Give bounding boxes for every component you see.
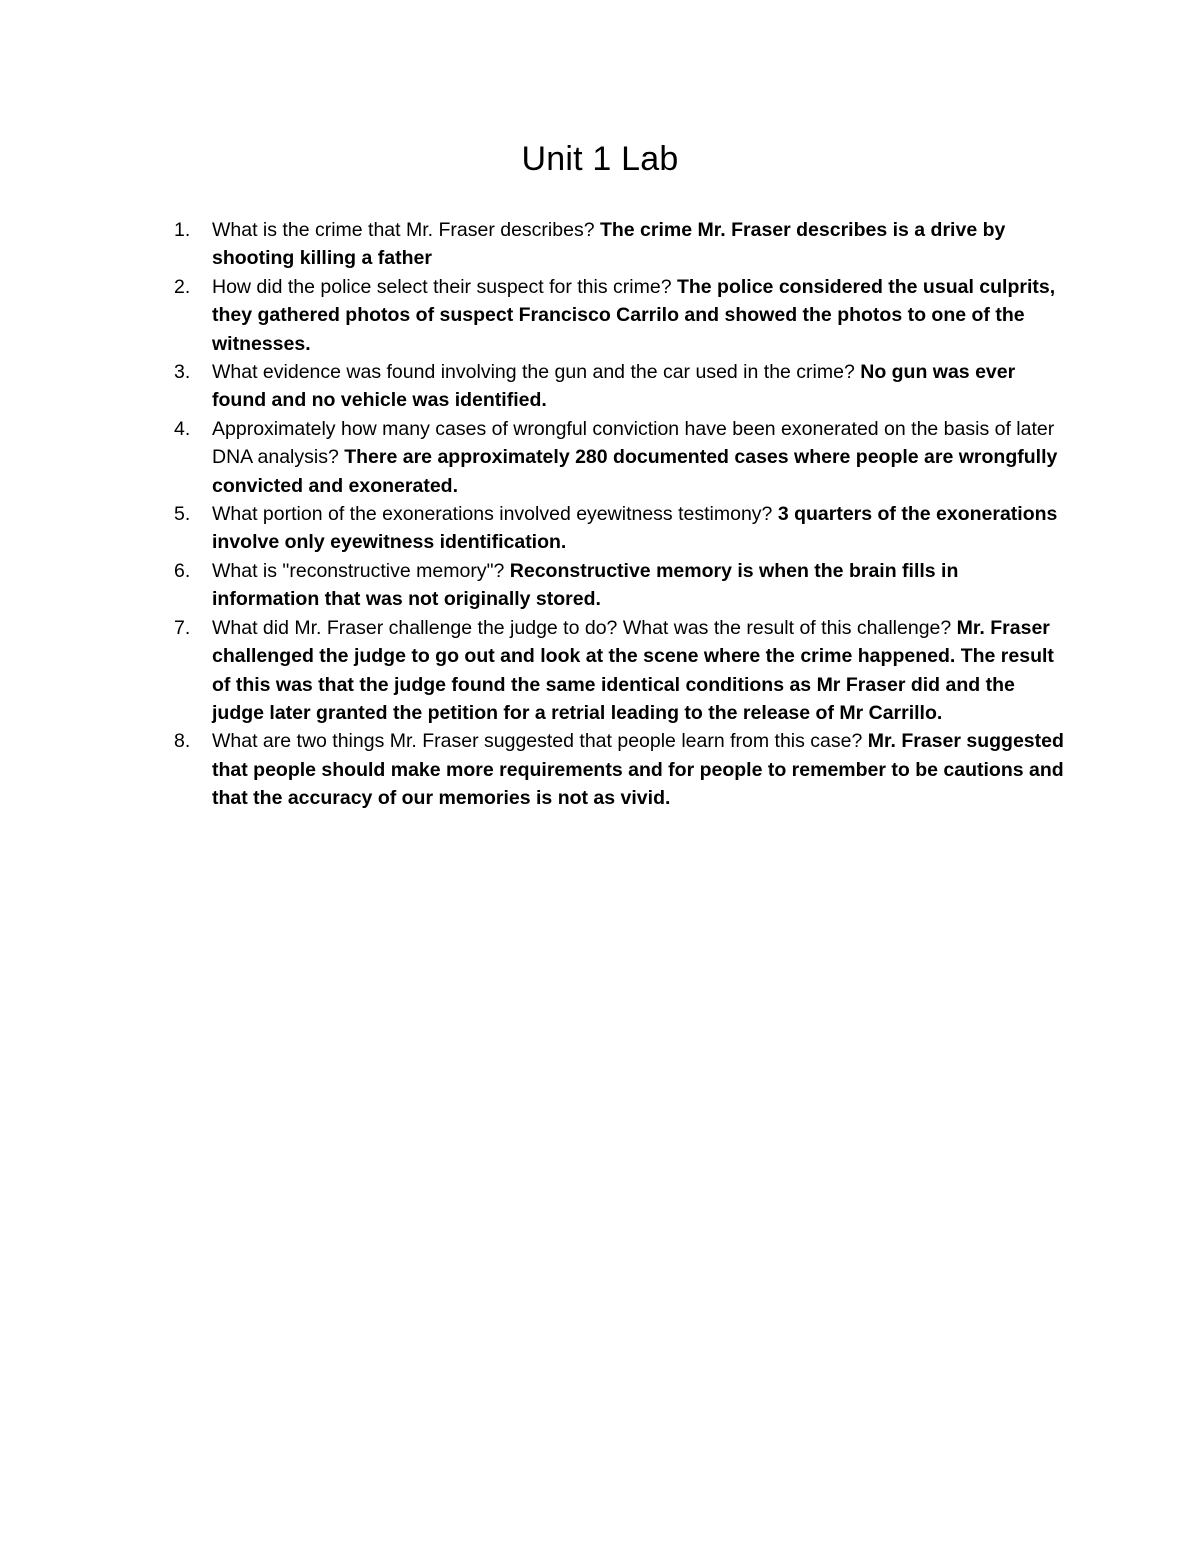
item-number: 8. [174,730,191,753]
list-item [168,358,1068,415]
question-text: What evidence was found involving the gun and the car used in the crime? [212,361,855,384]
list-item [168,273,1068,358]
answer-text: Mr. Fraser challenged the judge to go out and look at the scene where the crime happened. The result of this was that the judge found the same identical conditions as Mr Fraser did and the judge later granted the petition for a retrial leading to the release of Mr Carrillo. [212,616,1054,724]
page-title: Unit 1 Lab [521,140,679,178]
question-text: What portion of the exonerations involved eyewitness testimony? [212,503,773,526]
item-number: 5. [174,503,191,526]
question-list [168,216,1068,813]
answer-text: There are approximately 280 documented cases where people are wrongfully convicted and exonerated. [212,446,1058,497]
answer-text: 3 quarters of the exonerations involve only eyewitness identification. [212,503,1058,554]
answer-text: Mr. Fraser suggested that people should make more requirements and for people to remember to be cautions and that the accuracy of our memories is not as vivid. [212,730,1064,810]
list-item [168,727,1068,812]
question-text: What did Mr. Fraser challenge the judge to do? What was the result of this challenge? [212,616,952,639]
item-number: 7. [174,616,191,639]
list-item [168,614,1068,728]
answer-text: Reconstructive memory is when the brain fills in information that was not originally stored. [212,559,959,611]
item-number: 3. [174,361,191,384]
item-number: 6. [174,559,191,582]
question-text: What is the crime that Mr. Fraser describes? [212,219,595,241]
list-item [168,500,1068,557]
item-number: 4. [174,417,191,440]
question-text: Approximately how many cases of wrongful conviction have been exonerated on the basis of later DNA analysis? [212,417,1055,469]
list-item [168,415,1068,500]
answer-text: The crime Mr. Fraser describes is a drive by shooting killing a father [212,219,1006,270]
item-number: 1. [174,219,191,241]
answer-text: The police considered the usual culprits, they gathered photos of suspect Francisco Carrilo and showed the photos to one of the witnesses. [212,275,1056,355]
list-item [168,557,1068,614]
answer-text: No gun was ever found and no vehicle was identified. [212,361,1016,412]
question-text: What is "reconstructive memory"? [212,559,505,582]
item-number: 2. [174,275,191,298]
question-text: How did the police select their suspect for this crime? [212,275,672,298]
question-text: What are two things Mr. Fraser suggested that people learn from this case? [212,730,863,753]
list-item [168,216,1068,273]
